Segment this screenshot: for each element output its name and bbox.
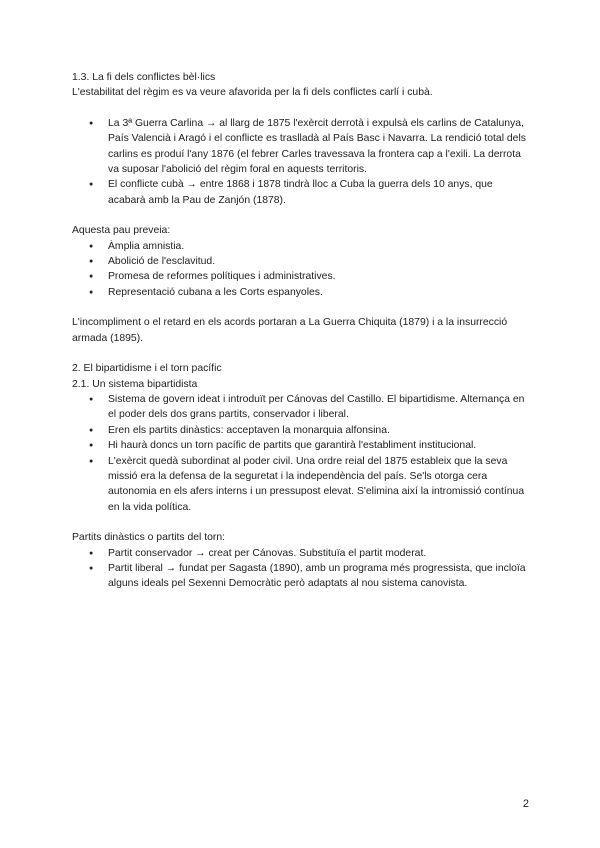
list-item: ● El conflicte cubà → entre 1868 i 1878 tindrà lloc a Cuba la guerra dels 10 anys, que acabarà amb la Pau de Zanjón (1878). — [72, 177, 532, 208]
document-body — [72, 70, 532, 592]
spacer — [72, 208, 532, 223]
page-number: 2 — [522, 798, 529, 810]
parties-list — [72, 546, 532, 592]
conflicts-list — [72, 116, 532, 208]
section-heading-2: 2. El bipartidisme i el torn pacífic — [72, 363, 222, 375]
list-item: ● Partit conservador → creat per Cánovas. Substituïa el partit moderat. — [72, 546, 532, 561]
spacer — [72, 346, 532, 361]
peace-terms-list — [72, 239, 532, 301]
parties-intro: Partits dinàstics o partits del torn: — [72, 532, 226, 544]
list-item: ● Promesa de reformes polítiques i administratives. — [72, 269, 532, 284]
list-item: ● La 3ª Guerra Carlina → al llarg de 1875 l'exèrcit derrotà i expulsà els carlins de Catalunya, País Valencià i Aragó i el conflicte es traslladà al País Basc i Navarra. La rendició total dels carlins es produí l'any 1876 (el febrer Carles travessava la frontera cap a l'exili. La derrota va suposar l'abolició del règim foral en aquests territoris. — [72, 116, 532, 178]
list-item: ● Sistema de govern ideat i introduït per Cánovas del Castillo. El bipartidisme. Alternança en el poder dels dos grans partits, conservador i liberal. — [72, 392, 532, 423]
section-intro: L'estabilitat del règim es va veure afavorida per la fi dels conflictes carlí i cubà. — [72, 87, 433, 99]
bipartisan-list — [72, 392, 532, 515]
spacer — [72, 515, 532, 530]
list-item: ● Hi haurà doncs un torn pacífic de partits que garantirà l'establiment institucional. — [72, 438, 532, 453]
noncompliance-paragraph: L'incompliment o el retard en els acords portaran a La Guerra Chiquita (1879) i a la insurrecció armada (1895). — [72, 317, 508, 344]
list-item: ● Eren els partits dinàstics: acceptaven la monarquia alfonsina. — [72, 423, 532, 438]
section-heading-1-3: 1.3. La fi dels conflictes bèl·lics — [72, 72, 216, 83]
list-item: ● Representació cubana a les Corts espanyoles. — [72, 285, 532, 300]
list-item: ● Àmplia amnistia. — [72, 239, 532, 254]
spacer — [72, 300, 532, 315]
spacer — [72, 101, 532, 116]
list-item: ● Partit liberal → fundat per Sagasta (1890), amb un programa més progressista, que incloïa alguns ideals pel Sexenni Democràtic però adaptats al nou sistema canovista. — [72, 561, 532, 592]
subsection-heading-2-1: 2.1. Un sistema bipartidista — [72, 378, 198, 390]
peace-intro: Aquesta pau preveia: — [72, 225, 171, 237]
list-item: ● L'exèrcit quedà subordinat al poder civil. Una ordre reial del 1875 estableix que la seva missió era la defensa de la seguretat i la independència del país. Se'ls otorga cera autonomia en els afers interns i un pressupost elevat. S'elimina així la intromissió contínua en la vida política. — [72, 454, 532, 516]
list-item: ● Abolició de l'esclavitud. — [72, 254, 532, 269]
